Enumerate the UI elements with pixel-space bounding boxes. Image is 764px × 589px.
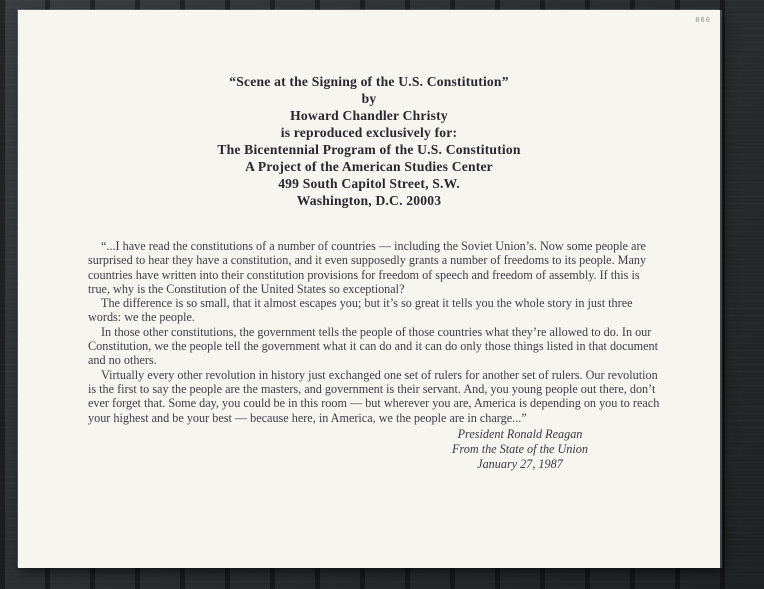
title-line-artist: Howard Chandler Christy (290, 108, 448, 123)
title-line-artwork: “Scene at the Signing of the U.S. Constitution” (229, 74, 509, 89)
title-line-project: A Project of the American Studies Center (245, 159, 493, 174)
title-line-reproduced: is reproduced exclusively for: (280, 125, 458, 140)
title-line-city: Washington, D.C. 20003 (296, 193, 442, 208)
quote-body (88, 239, 664, 425)
attribution-block (380, 427, 660, 472)
quote-paragraph: Virtually every other revolution in history just exchanged one set of rulers for another set of rulers. Our revolution is the first to say the people are the masters, and government is their servant. And, you young people out there, don’t ever forget that. Some day, you could be in this room — but wherever you are, America is depending on you to reach your highest and be your best — because here, in America, we the people are in charge...” (88, 367, 660, 425)
quote-paragraph: The difference is so small, that it almost escapes you; but it’s so great it tells you the whole story in just three words: we the people. (88, 296, 633, 325)
attribution-author: President Ronald Reagan (457, 426, 583, 441)
title-line-program: The Bicentennial Program of the U.S. Constitution (217, 142, 521, 157)
title-block (18, 10, 720, 209)
attribution-source: From the State of the Union (452, 441, 588, 456)
title-line-street: 499 South Capitol Street, S.W. (278, 176, 460, 191)
page-number: 060 (695, 16, 711, 24)
quote-paragraph: In those other constitutions, the government tells the people of those countries what they’re allowed to do. In our Constitution, we the people tell the government what it can do and it can do only those things listed in that document and no others. (88, 324, 658, 368)
title-line-by: by (361, 91, 377, 106)
quote-paragraph: “...I have read the constitutions of a number of countries — including the Soviet Union’s. Now some people are surprised to hear they have a constitution, and it even supposedly grants a number of freedoms to its people. Many countries have written into their constitution provisions for freedom of speech and freedom of assembly. If this is true, why is the Constitution of the United States so exceptional? (88, 239, 647, 296)
document-page (18, 10, 720, 568)
attribution-date: January 27, 1987 (477, 456, 563, 471)
